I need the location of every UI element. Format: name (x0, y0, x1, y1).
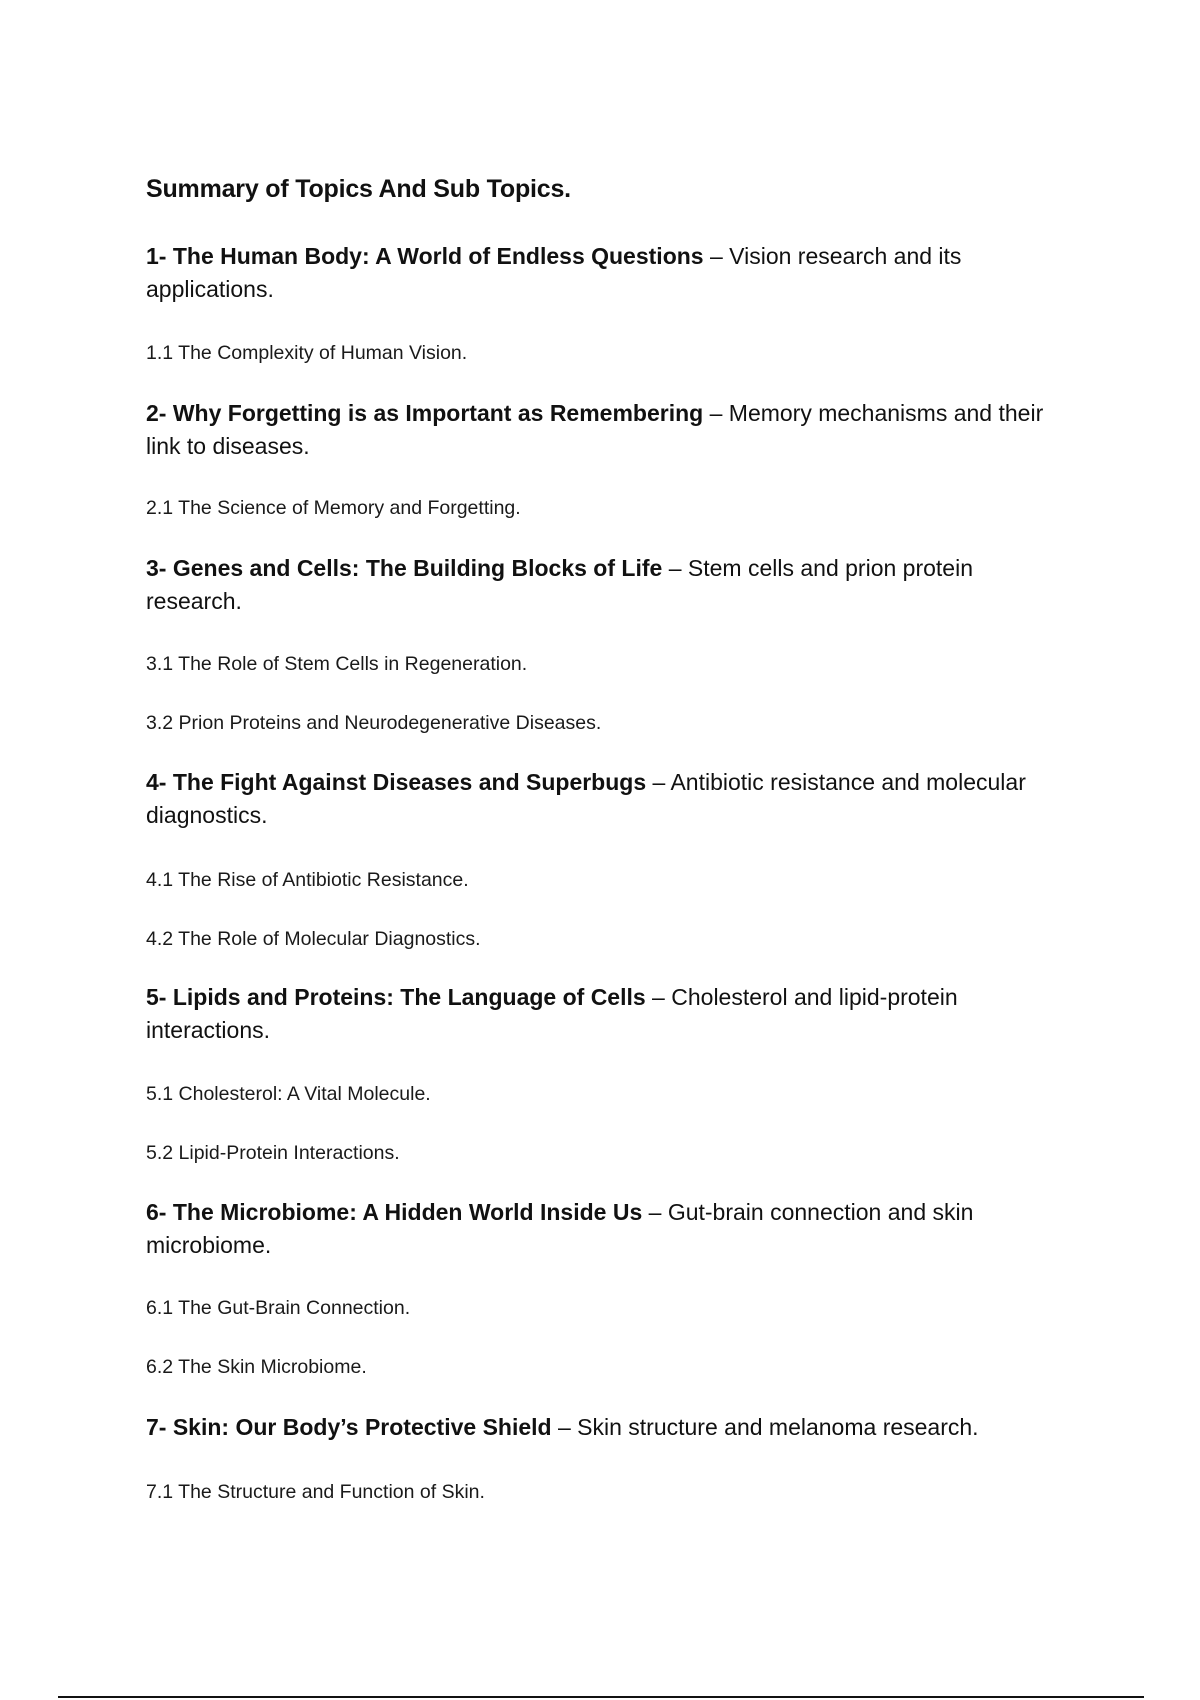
topic-separator: – (642, 1199, 668, 1225)
subtopic-1-1: 1.1 The Complexity of Human Vision. (146, 342, 468, 364)
subtopic-5-1: 5.1 Cholesterol: A Vital Molecule. (146, 1083, 431, 1105)
subtopic-3-1: 3.1 The Role of Stem Cells in Regeneration. (146, 653, 528, 675)
topic-separator: – (703, 400, 729, 426)
topic-2 (146, 397, 1066, 463)
topic-separator: – (645, 984, 672, 1010)
subtopic-2-1: 2.1 The Science of Memory and Forgetting. (146, 497, 521, 519)
topic-separator: – (662, 555, 688, 581)
topic-heading: 4- The Fight Against Diseases and Superbugs (146, 769, 647, 795)
topic-heading: 2- Why Forgetting is as Important as Remembering (146, 400, 704, 426)
topic-description: Skin structure and melanoma research. (577, 1414, 979, 1440)
topic-4 (146, 766, 1066, 832)
topic-description: Vision research and its applications. (146, 243, 962, 302)
topic-heading: 3- Genes and Cells: The Building Blocks of Life (146, 555, 663, 581)
subtopic-6-1: 6.1 The Gut-Brain Connection. (146, 1297, 411, 1319)
topic-heading: 6- The Microbiome: A Hidden World Inside Us (146, 1199, 643, 1225)
subtopic-4-2: 4.2 The Role of Molecular Diagnostics. (146, 928, 481, 950)
subtopic-3-2: 3.2 Prion Proteins and Neurodegenerative Diseases. (146, 712, 602, 734)
topic-heading: 1- The Human Body: A World of Endless Questions (146, 243, 704, 269)
topic-7 (146, 1411, 1066, 1444)
subtopic-5-2: 5.2 Lipid-Protein Interactions. (146, 1142, 400, 1164)
footer-divider (58, 1696, 1144, 1698)
topic-description: Memory mechanisms and their link to diseases. (146, 400, 1044, 459)
topic-1 (146, 240, 1066, 306)
topic-separator: – (703, 243, 730, 269)
topic-heading: 5- Lipids and Proteins: The Language of Cells (146, 984, 646, 1010)
topic-description: Cholesterol and lipid-protein interactions. (146, 984, 958, 1043)
page-title: Summary of Topics And Sub Topics. (146, 175, 571, 203)
subtopic-4-1: 4.1 The Rise of Antibiotic Resistance. (146, 869, 469, 891)
subtopic-6-2: 6.2 The Skin Microbiome. (146, 1356, 367, 1378)
topic-heading: 7- Skin: Our Body’s Protective Shield (146, 1414, 552, 1440)
topic-separator: – (646, 769, 671, 795)
topic-description: Stem cells and prion protein research. (146, 555, 973, 614)
topic-separator: – (551, 1414, 578, 1440)
topic-6 (146, 1196, 1066, 1262)
topic-3 (146, 552, 1066, 618)
subtopic-7-1: 7.1 The Structure and Function of Skin. (146, 1481, 485, 1503)
topic-description: Gut-brain connection and skin microbiome. (146, 1199, 974, 1258)
topic-description: Antibiotic resistance and molecular diagnostics. (146, 769, 1026, 828)
topic-5 (146, 981, 1066, 1047)
